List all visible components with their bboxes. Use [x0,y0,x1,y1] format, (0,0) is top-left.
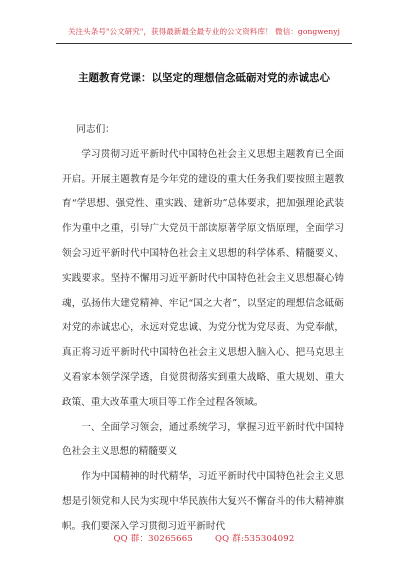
section-heading-1: 一、全面学习领会，通过系统学习，掌握习近平新时代中国特色社会主义思想的精髓要义 [62,421,344,458]
footer-qq-group-2: QQ 群:535304092 [215,534,295,544]
header-divider [56,43,352,44]
paragraph-intro: 学习贯彻习近平新时代中国特色社会主义思想主题教育已全面开启。开展主题教育是今年党的建设的重大任务我们要按照主题教育“学思想、强党性、重实践、建新功”总体要求，把加强理论武装作为重中之重，引导广大党员干部读原著学原文悟原理，全面学习领会习近平新时代中国特色社会主义思想的科学体系、精髓要义、实践要求。坚持不懈用习近平新时代中国特色社会主义思想凝心铸魂，弘扬伟大建党精神、牢记“国之大者”，以坚定的理想信念砥砺对党的赤诚忠心，永远对党忠诚、为党分忧为党尽责、为党奉献，真正将习近平新时代中国特色社会主义思想入脑入心、把马克思主义看家本领学深学透，自觉贯彻落实到重大战略、重大规划、重大政策、重大改革重大项目等工作全过程各领域。 [62,148,344,408]
footer-note [0,532,408,544]
footer-qq-group-1: QQ 群：30265665 [113,534,194,544]
paragraph-section-1: 作为中国精神的时代精华，习近平新时代中国特色社会主义思想是引领党和人民为实现中华民族伟大复兴不懈奋斗的伟大精神旗帜。我们要深入学习贯彻习近平新时代 [62,471,344,532]
document-title: 主题教育党课：以坚定的理想信念砥砺对党的赤诚忠心 [78,72,330,84]
salutation: 同志们： [76,124,115,135]
header-note: 关注头条号"公文研究"，获得最新最全最专业的公文资料库！ 微信：gongwenyj [67,27,341,36]
document-body [62,118,344,540]
